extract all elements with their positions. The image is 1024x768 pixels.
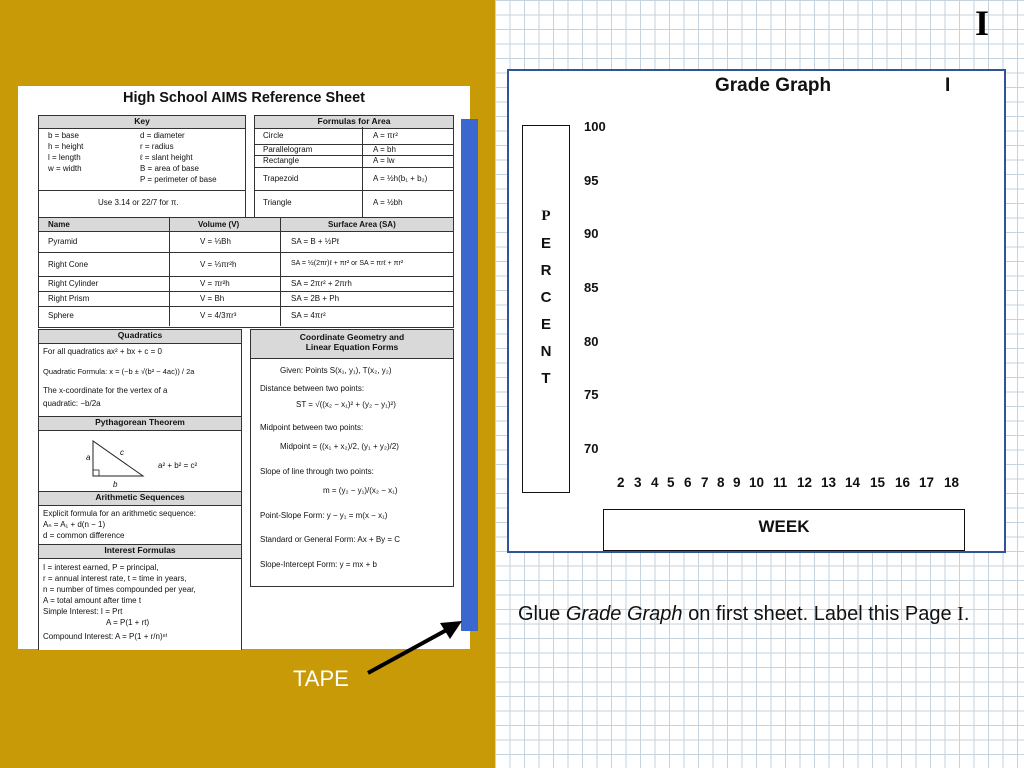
interest-line: I = interest earned, P = principal,	[43, 563, 159, 572]
solid-sa: SA = ½(2πr)ℓ + πr² or SA = πrℓ + πr²	[291, 260, 404, 267]
coordinate-line: Slope of line through two points:	[260, 467, 374, 476]
key-item: B = area of base	[140, 164, 199, 173]
coordinate-line: Given: Points S(x₁, y₁), T(x₂, y₂)	[280, 366, 392, 375]
x-tick-label: 16	[895, 475, 911, 490]
quadratics-line: For all quadratics ax² + bx + c = 0	[43, 347, 162, 356]
grade-graph-page-label: I	[945, 75, 951, 96]
solid-volume: V = ⅓πr²h	[200, 260, 237, 269]
key-item: ℓ = slant height	[140, 153, 193, 162]
pi-note: Use 3.14 or 22/7 for π.	[98, 198, 179, 207]
reference-sheet-title: High School AIMS Reference Sheet	[123, 90, 365, 106]
solid-sa: SA = B + ½Pℓ	[291, 237, 340, 246]
page-number: I	[975, 3, 990, 43]
triangle-label-c: c	[120, 448, 124, 457]
key-item: d = diameter	[140, 131, 185, 140]
x-tick-label: 2	[617, 475, 625, 490]
divider	[254, 167, 453, 168]
solid-volume: V = ⅓Bh	[200, 237, 231, 246]
area-formula: A = bh	[373, 145, 396, 154]
x-tick-label: 9	[733, 475, 741, 490]
grade-graph-title: Grade Graph	[715, 75, 832, 96]
x-tick-label: 7	[701, 475, 709, 490]
coordinate-line: Distance between two points:	[260, 384, 365, 393]
solid-volume: V = Bh	[200, 294, 225, 303]
coordinate-line: ST = √((x₂ − x₁)² + (y₂ − y₁)²)	[296, 400, 396, 409]
solid-name: Right Cone	[48, 260, 89, 269]
quadratics-header: Quadratics	[38, 329, 242, 344]
interest-line: n = number of times compounded per year,	[43, 585, 196, 594]
solid-sa: SA = 4πr²	[291, 311, 326, 320]
pythagorean-header: Pythagorean Theorem	[38, 416, 242, 431]
key-item: r = radius	[140, 142, 174, 151]
interest-header: Interest Formulas	[38, 544, 242, 559]
y-tick-label: 75	[584, 387, 599, 402]
divider	[38, 306, 453, 307]
percent-letter: T	[541, 370, 551, 387]
instruction-emphasis: Grade Graph	[565, 603, 683, 625]
instruction-end: .	[963, 603, 970, 625]
quadratics-line: quadratic: −b/2a	[43, 399, 101, 408]
interest-line: Compound Interest: A = P(1 + r/n)ⁿᵗ	[43, 632, 168, 641]
interest-line: A = P(1 + rt)	[106, 618, 150, 627]
x-tick-label: 8	[717, 475, 725, 490]
reference-sheet	[18, 86, 470, 649]
coordinate-line: m = (y₂ − y₁)/(x₂ − x₁)	[323, 486, 398, 495]
tape-arrow-icon	[360, 615, 470, 685]
tape-label: TAPE	[293, 666, 349, 691]
triangle-label-a: a	[86, 453, 91, 462]
y-tick-label: 80	[584, 334, 599, 349]
x-tick-label: 10	[749, 475, 765, 490]
area-header: Formulas for Area	[254, 115, 454, 129]
solid-sa: SA = 2B + Ph	[291, 294, 340, 303]
key-item: b = base	[48, 131, 79, 140]
divider	[169, 217, 170, 326]
divider	[280, 217, 281, 326]
x-tick-label: 18	[944, 475, 960, 490]
area-formula: A = ½bh	[373, 198, 403, 207]
week-axis-box: WEEK	[603, 509, 965, 551]
percent-letter: R	[540, 262, 552, 279]
arithmetic-header: Arithmetic Sequences	[38, 491, 242, 506]
coordinate-header-line2: Linear Equation Forms	[305, 342, 399, 352]
instruction-part: on first sheet. Label this Page	[682, 603, 958, 625]
percent-letter: E	[540, 316, 551, 333]
coordinate-line: Point-Slope Form: y − y₁ = m(x − x₁)	[260, 511, 388, 520]
coordinate-header	[250, 329, 454, 359]
divider	[254, 190, 453, 191]
divider	[38, 276, 453, 277]
divider	[38, 190, 245, 191]
instruction-text	[518, 600, 988, 629]
triangle-label-b: b	[113, 480, 118, 489]
area-formula: A = lw	[373, 156, 395, 165]
interest-line: r = annual interest rate, t = time in years,	[43, 574, 187, 583]
solid-name: Right Prism	[48, 294, 90, 303]
percent-letter: N	[540, 343, 552, 360]
key-item: l = length	[48, 153, 81, 162]
x-tick-label: 15	[870, 475, 886, 490]
x-tick-label: 3	[634, 475, 642, 490]
y-tick-label: 90	[584, 226, 599, 241]
quadratics-line: The x-coordinate for the vertex of a	[43, 386, 168, 395]
coordinate-header-line1: Coordinate Geometry and	[299, 332, 405, 342]
interest-line: A = total amount after time t	[43, 596, 142, 605]
percent-axis-box	[522, 125, 570, 493]
solid-volume: V = 4/3πr³	[200, 311, 237, 320]
solid-name: Pyramid	[48, 237, 78, 246]
area-name: Rectangle	[263, 156, 300, 165]
coordinate-line: Midpoint between two points:	[260, 423, 364, 432]
interest-line: Simple Interest: I = Prt	[43, 607, 123, 616]
percent-letter: P	[541, 208, 551, 224]
x-tick-label: 14	[845, 475, 861, 490]
x-tick-label: 13	[821, 475, 837, 490]
y-tick-label: 95	[584, 173, 599, 188]
pythagorean-formula: a² + b² = c²	[158, 461, 198, 470]
key-item: P = perimeter of base	[140, 175, 217, 184]
right-triangle-diagram	[88, 436, 148, 488]
coordinate-line: Midpoint = ((x₁ + x₂)/2, (y₁ + y₂)/2)	[280, 442, 399, 451]
area-formula: A = πr²	[373, 131, 398, 140]
x-tick-label: 6	[684, 475, 692, 490]
coordinate-line: Slope-Intercept Form: y = mx + b	[260, 560, 377, 569]
x-tick-label: 17	[919, 475, 935, 490]
x-tick-label: 12	[797, 475, 813, 490]
divider	[38, 252, 453, 253]
area-formula: A = ½h(b₁ + b₂)	[373, 174, 428, 183]
y-tick-label: 100	[584, 119, 606, 134]
solid-sa: SA = 2πr² + 2πrh	[291, 279, 352, 288]
tape-strip	[461, 119, 478, 631]
arithmetic-line: Aₙ = A₁ + d(n − 1)	[43, 520, 106, 529]
key-item: w = width	[48, 164, 82, 173]
percent-letter: E	[540, 235, 551, 252]
solid-name: Sphere	[48, 311, 74, 320]
instruction-page: I	[957, 603, 964, 625]
solid-volume: V = πr²h	[200, 279, 230, 288]
quadratics-line: Quadratic Formula: x = (−b ± √(b² − 4ac)) / 2a	[43, 367, 195, 376]
y-tick-label: 70	[584, 441, 599, 456]
area-name: Circle	[263, 131, 284, 140]
coordinate-line: Standard or General Form: Ax + By = C	[260, 535, 401, 544]
x-tick-label: 11	[773, 475, 788, 490]
area-name: Triangle	[263, 198, 292, 207]
solids-col-sa: Surface Area (SA)	[328, 220, 396, 229]
divider	[362, 127, 363, 219]
area-name: Parallelogram	[263, 145, 313, 154]
arithmetic-line: Explicit formula for an arithmetic sequence:	[43, 509, 196, 518]
x-tick-label: 4	[651, 475, 659, 490]
solid-name: Right Cylinder	[48, 279, 99, 288]
percent-letter: C	[540, 289, 552, 306]
solids-table	[38, 217, 454, 328]
solids-col-volume: Volume (V)	[198, 220, 240, 229]
divider	[38, 291, 453, 292]
instruction-part: Glue	[518, 603, 566, 625]
y-tick-label: 85	[584, 280, 599, 295]
x-tick-label: 5	[667, 475, 675, 490]
key-item: h = height	[48, 142, 84, 151]
solids-col-name: Name	[48, 220, 70, 229]
key-header: Key	[38, 115, 246, 129]
arithmetic-line: d = common difference	[43, 531, 125, 540]
area-name: Trapezoid	[263, 174, 299, 183]
